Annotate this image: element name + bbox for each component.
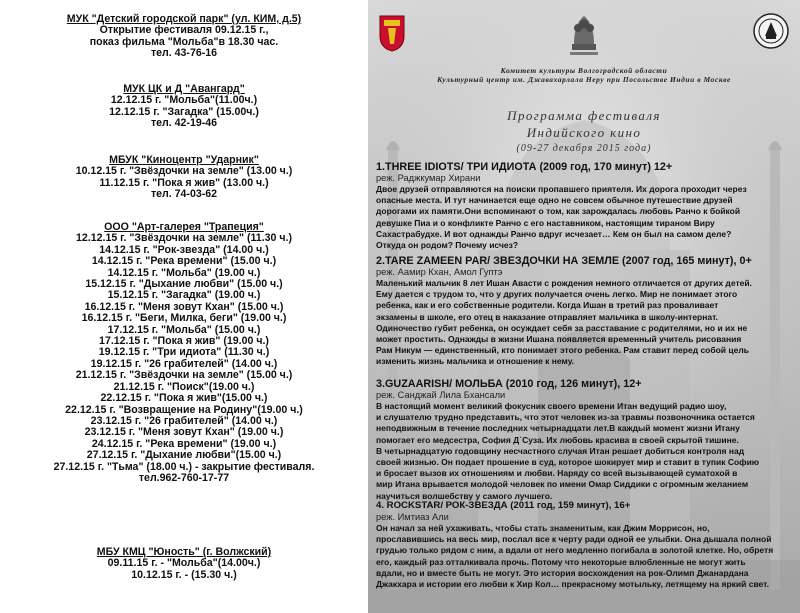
description-line: Одиночество губит ребенка, он осуждает себя за расставание с родителями, но и их не bbox=[376, 322, 748, 333]
description-line: своей жизнью. Он подает прошение в суд, которое шокирует мир и ставит в тупик Софию bbox=[376, 457, 760, 468]
description-line: В четырнадцатую годовщину несчастного случая Итан решает добиться контроля над bbox=[376, 445, 745, 456]
venue-block bbox=[0, 84, 368, 130]
description-line: Рам Никум — единственный, кто понимает этого ребенка. Рам ставит перед собой цель bbox=[376, 345, 749, 356]
venue-title: МУК ЦК и Д "Авангард" bbox=[123, 83, 245, 95]
venue-phone: тел.962-760-17-77 bbox=[138, 471, 230, 484]
venue-line: 16.12.15 г. "Меня зовут Кхан" (15.00 ч.) bbox=[84, 300, 284, 313]
venue-line: 19.12.15 г. "26 грабителей" (14.00 ч.) bbox=[90, 357, 278, 370]
description-line: изменить жизнь мальчика и отношение к нему. bbox=[376, 356, 575, 367]
description-line: Откуда он родом? Почему исчез? bbox=[376, 240, 519, 251]
venue-line: 15.12.15 г. "Загадка" (19.00 ч.) bbox=[107, 289, 261, 302]
venue-phone: тел. 43-76-16 bbox=[150, 47, 218, 60]
venue-line: 24.12.15 г. "Река времени" (19.00 ч.) bbox=[91, 437, 277, 450]
description-line: девушке Пиа и о конфликте Ранчо с его наставником, настоящим тираном Виру bbox=[376, 217, 715, 228]
description-line: ребенка, как и его собственные родители. Когда Ишан в третий раз проваливает bbox=[376, 300, 719, 311]
schedule-panel bbox=[0, 0, 368, 613]
venue-line: Открытие фестиваля 09.12.15 г., bbox=[99, 24, 269, 37]
venue-line: 22.12.15 г. "Пока я жив"(15.00 ч.) bbox=[100, 392, 268, 405]
venue-line: 10.12.15 г. "Звёздочки на земле" (13.00 ч.) bbox=[75, 165, 293, 178]
description-line: может простить. Однажды в жизни Ишана появляется временный учитель рисования bbox=[376, 334, 742, 345]
cultural-centre-seal-icon bbox=[752, 12, 790, 50]
venue-line: 09.11.15 г. - "Мольба"(14.00ч.) bbox=[107, 557, 261, 570]
description-line: научиться волшебству у самого лучшего. bbox=[376, 490, 553, 501]
film-title: 2.TARE ZAMEEN PAR/ ЗВЕЗДОЧКИ НА ЗЕМЛЕ (2007 год, 165 минут), 0+ bbox=[376, 255, 752, 267]
film-description bbox=[376, 401, 794, 502]
venue-line: 27.12.15 г. "Тьма" (18.00 ч.) - закрытие фестиваля. bbox=[53, 460, 315, 473]
venue-title: МУК "Детский городской парк" (ул. КИМ, д.5) bbox=[66, 13, 302, 25]
film-entry bbox=[376, 378, 794, 502]
film-description bbox=[376, 184, 794, 251]
film-entry bbox=[376, 255, 794, 368]
venue-line: 15.12.15 г. "Дыхание любви" (15.00 ч.) bbox=[85, 278, 283, 291]
description-line: помогает его медсестра, София Д`Суза. Их любовь красива в своей скрытой тишине. bbox=[376, 434, 739, 445]
description-line: мир Итана врывается молодой человек по имени Омар Сиддики с огромным желанием bbox=[376, 479, 749, 490]
film-director: реж. Аамир Кхан, Амол Гуптэ bbox=[376, 267, 503, 277]
venue-line: 23.12.15 г. "Меня зовут Кхан" (19.00 ч.) bbox=[84, 426, 284, 439]
film-director: реж. Санджай Лила Бхансали bbox=[376, 390, 506, 400]
venue-phone: тел. 74-03-62 bbox=[150, 188, 218, 201]
description-line: Джакхара и истории его любви к Хир Кол… прекрасному мотыльку, летящему на яркий свет. bbox=[376, 579, 769, 590]
venue-block bbox=[0, 547, 368, 581]
description-line: Маленький мальчик 8 лет Ишан Авасти с рождения немного отличается от других детей. bbox=[376, 278, 752, 288]
description-line: прославившись на весь мир, послал все к черту ради одной ее улыбки. Она дышала полной bbox=[376, 534, 772, 545]
film-director: реж. Имтиаз Али bbox=[376, 512, 449, 522]
description-line: Двое друзей отправляются на поиски пропавшего приятеля. Их дорога проходит через bbox=[376, 184, 747, 194]
venue-line: 21.12.15 г. "Поиск"(19.00 ч.) bbox=[113, 380, 255, 393]
description-line: Он начал за ней ухаживать, чтобы стать знаменитым, как Джим Моррисон, но, bbox=[376, 523, 710, 533]
venue-line: 12.12.15 г. "Мольба"(11.00ч.) bbox=[110, 94, 258, 107]
description-line: Сахастрабудхе. И вот однажды Ранчо вдруг исчезает… Кем он был на самом деле? bbox=[376, 228, 732, 239]
film-title: 4. ROCKSTAR/ РОК-ЗВЕЗДА (2011 год, 159 минут), 16+ bbox=[376, 500, 631, 511]
program-title: Программа фестиваля bbox=[507, 108, 661, 123]
film-entry bbox=[376, 161, 794, 251]
venue-line: 10.12.15 г. - (15.30 ч.) bbox=[131, 568, 237, 581]
venue-title: МБУ КМЦ "Юность" (г. Волжский) bbox=[96, 546, 272, 558]
film-director: реж. Раджкумар Хирани bbox=[376, 173, 481, 183]
venue-line: 14.12.15 г. "Река времени" (15.00 ч.) bbox=[91, 255, 277, 268]
volgograd-coat-of-arms-icon bbox=[378, 14, 406, 52]
film-title: 3.GUZAARISH/ МОЛЬБА (2010 год, 126 минут), 12+ bbox=[376, 378, 642, 390]
venue-line: 21.12.15 г. "Звёздочки на земле" (15.00 ч.) bbox=[75, 369, 293, 382]
venue-title: ООО "Арт-галерея "Трапеция" bbox=[104, 221, 264, 233]
film-description bbox=[376, 523, 794, 590]
description-line: вдали, но и вместе быть не могут. Это история восхождения на рок-Олимп Джанардана bbox=[376, 567, 749, 578]
venue-line: 16.12.15 г. "Беги, Милка, беги" (19.00 ч.) bbox=[81, 312, 287, 325]
description-line: грудью только рядом с ним, а вдали от него медленно погибала в золотой клетке. Но, обретя bbox=[376, 545, 774, 556]
film-entry bbox=[376, 500, 794, 590]
venue-line: показ фильма "Мольба"в 18.30 час. bbox=[89, 35, 279, 48]
film-title: 1.THREE IDIOTS/ ТРИ ИДИОТА (2009 год, 170 минут) 12+ bbox=[376, 161, 673, 173]
film-description bbox=[376, 278, 794, 368]
venue-block bbox=[0, 14, 368, 60]
venue-line: 17.12.15 г. "Мольба" (15.00 ч.) bbox=[107, 323, 261, 336]
description-line: его, каждый раз отталкивала прочь. Потому что некоторые влюбленные не могут жить bbox=[376, 556, 746, 567]
india-emblem-icon bbox=[564, 10, 604, 58]
venue-line: 12.12.15 г. "Загадка" (15.00ч.) bbox=[109, 105, 259, 118]
venue-line: 22.12.15 г. "Возвращение на Родину"(19.00 ч.) bbox=[65, 403, 303, 416]
venue-line: 17.12.15 г. "Пока я жив" (19.00 ч.) bbox=[99, 335, 269, 348]
venue-line: 23.12.15 г. "26 грабителей" (14.00 ч.) bbox=[90, 414, 278, 427]
venue-line: 27.12.15 г. "Дыхание любви"(15.00 ч.) bbox=[86, 449, 282, 462]
program-panel bbox=[368, 0, 800, 613]
description-line: В настоящий момент великий фокусник своего времени Итан ведущий радио шоу, bbox=[376, 401, 727, 411]
program-dates: (09-27 декабря 2015 года) bbox=[516, 143, 652, 154]
venue-line: 12.12.15 г. "Звёздочки на земле" (11.30 ч.) bbox=[75, 232, 292, 245]
venue-line: 14.12.15 г. "Рок-звезда" (14.00 ч.) bbox=[99, 243, 269, 256]
description-line: Ему дается с трудом то, что у других получается очень легко. Мир не понимает этого bbox=[376, 289, 738, 300]
venue-block bbox=[0, 155, 368, 201]
description-line: и бросает вызов их отношениям и любви. Наряду со всей вызывающей суматохой в bbox=[376, 468, 738, 479]
venue-line: 14.12.15 г. "Мольба" (19.00 ч.) bbox=[107, 266, 261, 279]
description-line: экзамены в школе, его отец в наказание отправляет мальчика в школу-интернат. bbox=[376, 311, 718, 322]
description-line: опасные места. И тут начинается еще одно не совсем обычное путешествие друзей bbox=[376, 195, 733, 206]
venue-title: МБУК "Киноцентр "Ударник" bbox=[109, 154, 259, 166]
organizer-line: Комитет культуры Волгоградской области bbox=[500, 66, 668, 75]
venue-phone: тел. 42-19-46 bbox=[150, 117, 218, 130]
description-line: и слушателю трудно представить, что этот человек из-за травмы позвоночника остается bbox=[376, 412, 755, 423]
venue-line: 11.12.15 г. "Пока я жив" (13.00 ч.) bbox=[99, 176, 269, 189]
description-line: неподвижным в течение последних четырнадцати лет.В каждый момент жизни Итану bbox=[376, 423, 740, 434]
organizer-line: Культурный центр им. Джавахарлала Неру при Посольстве Индии в Москве bbox=[437, 75, 731, 84]
program-subtitle: Индийского кино bbox=[526, 125, 642, 140]
description-line: дорогами их памяти.Они вспоминают о том, как зарождалась любовь Ранчо к бойкой bbox=[376, 206, 741, 217]
venue-block bbox=[0, 222, 368, 484]
venue-line: 19.12.15 г. "Три идиота" (11.30 ч.) bbox=[98, 346, 270, 359]
